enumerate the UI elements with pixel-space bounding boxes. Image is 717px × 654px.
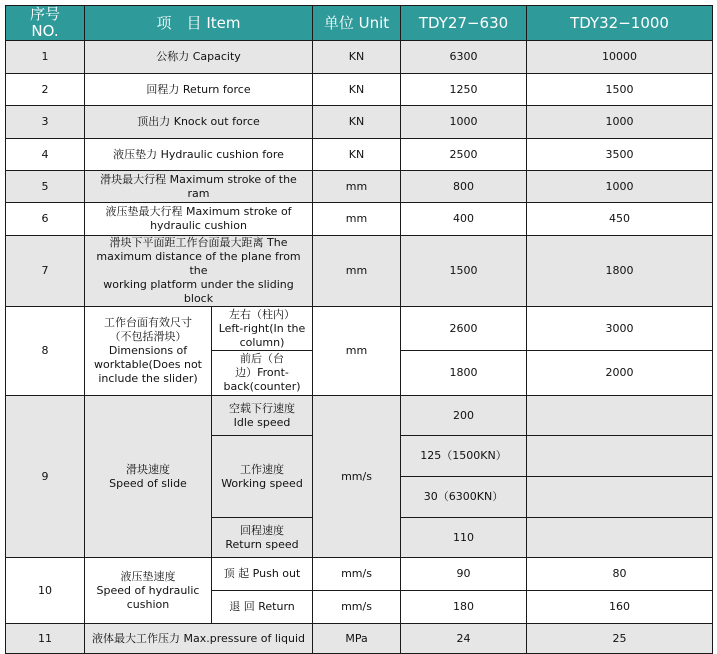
row-item [85, 558, 212, 624]
row-item [85, 203, 313, 236]
row-unit: mm/s [313, 591, 401, 624]
row-unit: KN [313, 139, 401, 171]
sub-item-line: 空载下行速度 [229, 401, 295, 415]
row-item-line: 滑块下平面距工作台面最大距离 The [109, 236, 288, 249]
row-no: 5 [6, 171, 85, 203]
sub-item-line: Left-right(In the [218, 321, 306, 335]
row-value-b: 10000 [527, 41, 713, 74]
header-no [6, 6, 85, 41]
row-item-line: include the slider) [98, 372, 198, 385]
header-model-b: TDY32−1000 [527, 6, 713, 41]
row-no: 1 [6, 41, 85, 74]
row-item-line: cushion [126, 597, 170, 611]
header-model-a: TDY27−630 [401, 6, 527, 41]
row-item-line: worktable(Does not [94, 358, 202, 371]
row-value-b: 160 [527, 591, 713, 624]
row-item-line: maximum distance of the plane from the [96, 250, 301, 277]
row-item-line: （不包括滑块） [109, 330, 187, 343]
row-value-b: 2000 [527, 351, 713, 396]
sub-item-line: Idle speed [233, 415, 291, 429]
row-value-b: 80 [527, 558, 713, 591]
row-value-b [527, 518, 713, 558]
row-item: 液体最大工作压力 Max.pressure of liquid [85, 624, 313, 654]
sub-item-line: back(counter) [223, 380, 301, 393]
row-value-b: 3000 [527, 307, 713, 351]
row-value-a: 2600 [401, 307, 527, 351]
row-value-a: 110 [401, 518, 527, 558]
header-item: 项 目 Item [85, 6, 313, 41]
row-item-line: Speed of slide [109, 476, 187, 490]
sub-item-line: 工作速度 [240, 462, 284, 476]
sub-item-line: 前后（台 [240, 352, 284, 365]
row-item: 回程力 Return force [85, 74, 313, 106]
row-item-line: 液压垫速度 [120, 569, 176, 583]
row-item-line: Dimensions of [108, 344, 188, 357]
row-value-a: 30（6300KN） [401, 477, 527, 518]
table-row [6, 74, 713, 106]
sub-item-line: 边）Front- [235, 366, 289, 379]
row-unit: mm/s [313, 396, 401, 558]
table-row-8a [6, 307, 713, 351]
row-item-line: hydraulic cushion [150, 219, 247, 232]
row-value-a: 125（1500KN） [401, 436, 527, 477]
row-unit: mm [313, 171, 401, 203]
row-value-a: 1800 [401, 351, 527, 396]
header-unit: 单位 Unit [313, 6, 401, 41]
row-unit: mm [313, 307, 401, 396]
row-no: 7 [6, 236, 85, 307]
row-unit: MPa [313, 624, 401, 654]
sub-item-work [212, 436, 313, 518]
row-item: 顶出力 Knock out force [85, 106, 313, 139]
row-value-b [527, 477, 713, 518]
row-value-a: 1250 [401, 74, 527, 106]
row-unit: mm [313, 203, 401, 236]
header-no-cn: 序号 [29, 5, 60, 23]
sub-item-line: Working speed [221, 476, 303, 490]
sub-item-idle [212, 396, 313, 436]
sub-item-line: column) [239, 335, 285, 349]
row-item [85, 307, 212, 396]
row-no: 11 [6, 624, 85, 654]
row-value-b [527, 396, 713, 436]
table-row-10a [6, 558, 713, 591]
row-value-a: 200 [401, 396, 527, 436]
table-row-9a [6, 396, 713, 436]
table-row [6, 139, 713, 171]
row-no: 9 [6, 396, 85, 558]
row-item: 液压垫力 Hydraulic cushion fore [85, 139, 313, 171]
row-value-b: 1000 [527, 106, 713, 139]
row-no: 4 [6, 139, 85, 171]
row-no: 3 [6, 106, 85, 139]
row-item: 公称力 Capacity [85, 41, 313, 74]
sub-item-line: 左右（柱内） [229, 307, 295, 321]
sub-item [212, 307, 313, 351]
row-value-b: 1800 [527, 236, 713, 307]
row-unit: mm [313, 236, 401, 307]
table-row [6, 236, 713, 307]
row-value-b: 450 [527, 203, 713, 236]
row-value-a: 90 [401, 558, 527, 591]
row-unit: KN [313, 41, 401, 74]
table-row [6, 624, 713, 654]
header-no-en: NO. [31, 22, 59, 40]
sub-item-push: 顶 起 Push out [212, 558, 313, 591]
row-unit: KN [313, 74, 401, 106]
row-value-a: 6300 [401, 41, 527, 74]
sub-item-line: Return speed [225, 537, 299, 551]
row-item-line: working platform under the sliding block [103, 278, 294, 305]
row-value-b: 25 [527, 624, 713, 654]
sub-item-return [212, 518, 313, 558]
row-item [85, 236, 313, 307]
row-value-a: 180 [401, 591, 527, 624]
row-unit: mm/s [313, 558, 401, 591]
sub-item-line: 回程速度 [240, 523, 284, 537]
row-item-line: 液压垫最大行程 Maximum stroke of [105, 205, 292, 218]
row-value-a: 2500 [401, 139, 527, 171]
row-value-b [527, 436, 713, 477]
sub-item-return: 退 回 Return [212, 591, 313, 624]
row-value-a: 1500 [401, 236, 527, 307]
row-item-line: 滑块速度 [126, 462, 170, 476]
table-row [6, 171, 713, 203]
row-item-line: Speed of hydraulic [96, 583, 200, 597]
row-value-b: 1500 [527, 74, 713, 106]
row-item [85, 396, 212, 558]
spec-table [5, 5, 713, 654]
table-row [6, 106, 713, 139]
row-value-a: 400 [401, 203, 527, 236]
row-value-b: 3500 [527, 139, 713, 171]
table-row [6, 203, 713, 236]
row-value-a: 800 [401, 171, 527, 203]
row-item: 滑块最大行程 Maximum stroke of the ram [85, 171, 313, 203]
sub-item [212, 351, 313, 396]
row-no: 10 [6, 558, 85, 624]
header-row [6, 6, 713, 41]
row-value-a: 24 [401, 624, 527, 654]
table-row [6, 41, 713, 74]
row-no: 6 [6, 203, 85, 236]
row-item-line: 工作台面有效尺寸 [104, 316, 192, 329]
row-value-a: 1000 [401, 106, 527, 139]
row-value-b: 1000 [527, 171, 713, 203]
row-unit: KN [313, 106, 401, 139]
row-no: 2 [6, 74, 85, 106]
row-no: 8 [6, 307, 85, 396]
